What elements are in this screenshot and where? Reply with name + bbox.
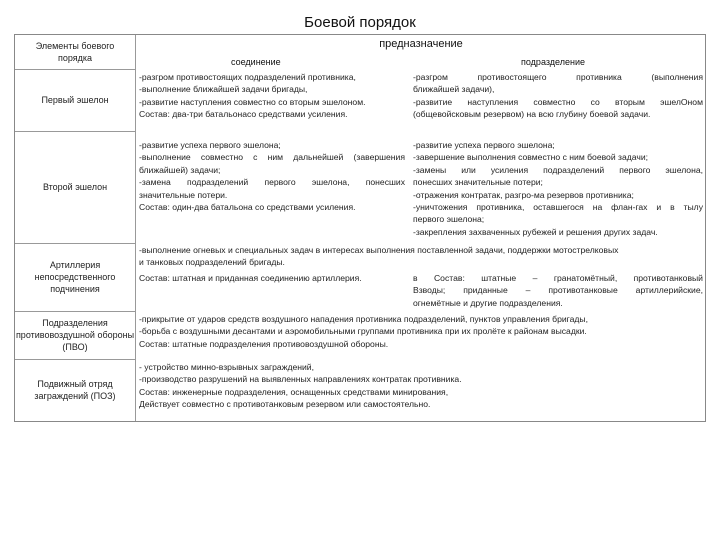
header-purpose: предназначение (379, 38, 463, 50)
text-line: -развитие наступления совместно со вторым эшелОном (413, 96, 703, 107)
artillery-unit (413, 272, 703, 309)
column-divider (135, 35, 136, 421)
text-line: значительные потери. (139, 189, 228, 200)
header-formation: соединение (231, 57, 281, 67)
text-line: -выполнение совместно с ним дальнейшей (завершения (139, 152, 405, 163)
text-line: -развитие наступления совместно со вторым эшелоном. (139, 96, 366, 107)
text-line: -закрепления захваченных рубежей и решения других задач. (413, 226, 658, 237)
battle-order-table (14, 34, 706, 422)
header-elements-cell (15, 35, 135, 69)
obstacle-detachment-label: Подвижный отряд заграждений (ПОЗ) (34, 379, 116, 401)
text-line: -разгром противостоящих подразделений противника, (139, 72, 356, 82)
obstacle-detachment-common (139, 361, 703, 411)
text-line: Действует совместно с противотанковым резервом или самостоятельно. (139, 399, 431, 410)
page-title: Боевой порядок (304, 14, 416, 31)
row-label-air-defense (15, 311, 135, 359)
text-line: Взводы; приданные – противотанковые артиллерийские, (413, 285, 703, 296)
text-line: Состав: два-три батальонасо средствами усиления. (139, 109, 348, 120)
text-line: огнемётные и другие подразделения. (413, 297, 563, 308)
text-line: -завершение выполнения совместно с ним боевой задачи; (413, 152, 649, 163)
artillery-formation (139, 272, 409, 284)
row-label-artillery (15, 243, 135, 311)
second-echelon-formation (139, 139, 405, 213)
air-defense-common (139, 313, 703, 350)
text-line: Состав: один-два батальона со средствами усиления. (139, 202, 356, 213)
row-label-first-echelon: Первый эшелон (41, 95, 109, 105)
text-line: Состав: штатные подразделения противовоздушной обороны. (139, 338, 389, 349)
text-line: -замены или усиления подразделений первого эшелона, (413, 164, 703, 175)
text-line: -замена подразделений первого эшелона, понесших (139, 177, 405, 188)
text-line: первого эшелона; (413, 214, 485, 225)
row-label-second-echelon: Второй эшелон (42, 182, 108, 192)
text-line: в Состав: штатные – гранатомётный, противотанковый (413, 273, 703, 283)
text-line: (общевойсковым резервом) на всю глубину боевой задачи. (413, 109, 651, 120)
air-defense-label: Подразделения противовоздушной обороны (ПВО) (15, 318, 135, 352)
text-line: понесших значительные потери; (413, 177, 543, 188)
header-unit: подразделение (521, 57, 585, 67)
text-line: -развитие успеха первого эшелона; (413, 140, 555, 150)
text-line: -отражения контратак, разгро-ма резервов противника; (413, 189, 634, 200)
row-label-obstacle-detachment (15, 359, 135, 421)
text-line: -развитие успеха первого эшелона; (139, 140, 281, 150)
text-line: - устройство минно-взрывных заграждений, (139, 362, 314, 372)
text-line: ближайшей задачи), (413, 84, 495, 95)
text-line: -выполнение ближайшей задачи бригады, (139, 84, 308, 95)
text-line: -производство разрушений на выявленных направлениях контратак противника. (139, 374, 462, 385)
text-line: -уничтожения противника, оставшегося на флан-гах и в тылу (413, 202, 703, 213)
first-echelon-formation (139, 71, 409, 121)
artillery-common (139, 244, 703, 269)
artillery-label: Артиллерия непосредственного подчинения (34, 260, 116, 294)
text-line: Состав: штатная и приданная соединению артиллерия. (139, 273, 362, 283)
first-echelon-unit (413, 71, 703, 121)
text-line: -прикрытие от ударов средств воздушного нападения противника подразделений, пунктов управления бригады, (139, 314, 588, 324)
text-line: и танковых подразделений бригады. (139, 257, 285, 268)
second-echelon-unit (413, 139, 703, 238)
text-line: ближайшей) задачи; (139, 164, 221, 175)
text-line: -разгром противостоящего противника (выполнения (413, 72, 703, 82)
text-line: -борьба с воздушными десантами и аэромобильными группами противника при их пролёте к районам высадки. (139, 326, 587, 337)
header-elements-line-1: Элементы боевого (35, 41, 115, 51)
text-line: -выполнение огневых и специальных задач в интересах выполнения поставленной задачи, поддержки мотострелковых (139, 245, 619, 255)
header-elements-line-2: порядка (57, 53, 93, 63)
text-line: Состав: инженерные подразделения, оснащенных средствами минирования, (139, 386, 449, 397)
